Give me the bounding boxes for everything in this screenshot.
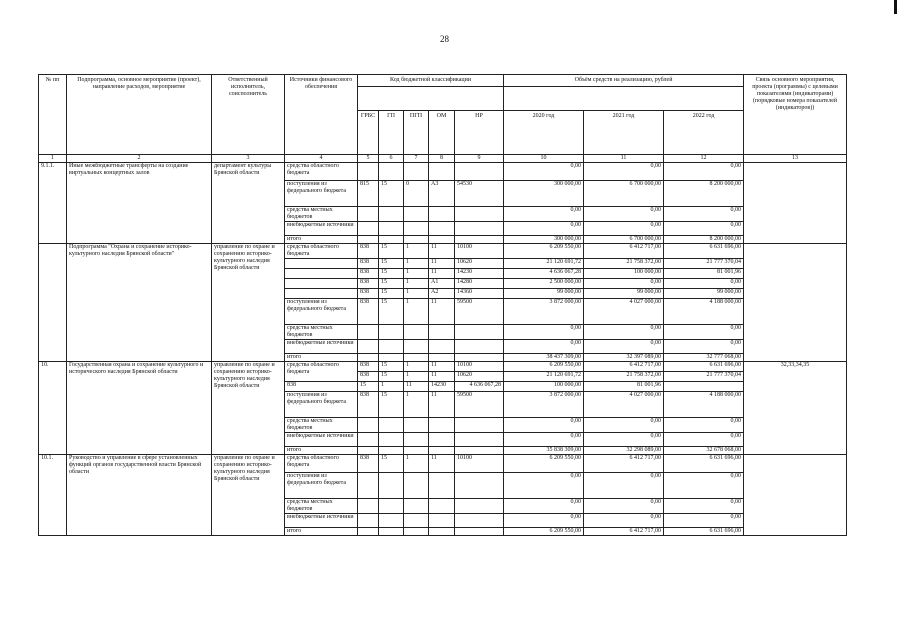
source-label: средства областного бюджета: [285, 362, 358, 382]
amount: 4 027 000,00: [584, 392, 664, 418]
amount: 100 000,00: [584, 269, 664, 279]
amount: 3 872 000,00: [504, 392, 584, 418]
amount: 6 631 696,00: [664, 528, 744, 536]
code-empty: [455, 499, 504, 514]
code-grbs: 838: [358, 299, 379, 325]
code-nr: 14280: [455, 279, 504, 289]
code-grbs: 838: [358, 392, 379, 418]
amount: 4 636 067,28: [504, 269, 584, 279]
code-empty: [379, 325, 404, 340]
code-empty: [404, 207, 429, 222]
code-empty: [379, 473, 404, 499]
amount: 21 120 691,72: [504, 372, 584, 382]
code-om: А1: [429, 279, 455, 289]
code-empty: [379, 418, 404, 433]
source-label: средства местных бюджетов: [285, 325, 358, 340]
code-empty: [358, 222, 379, 236]
source-label: поступления из федерального бюджета: [285, 299, 358, 325]
amount: 0,00: [664, 433, 744, 447]
source-label: поступления из федерального бюджета: [285, 181, 358, 207]
header-gp: ГП: [379, 111, 404, 155]
code-empty: [379, 340, 404, 354]
row-number: 10.1.: [39, 455, 67, 536]
amount: 0,00: [664, 207, 744, 222]
code-empty: [455, 418, 504, 433]
amount: 0,00: [504, 433, 584, 447]
code-empty: [429, 433, 455, 447]
amount: 0,00: [664, 418, 744, 433]
column-number: 6: [379, 155, 404, 163]
header-link: Связь основного мероприятия, проекта (программы) с целевыми показателями (индикаторами) (порядковые номера показателей (индикаторов)): [744, 75, 847, 155]
header-pgp: ПГП: [404, 111, 429, 155]
source-label: средства областного бюджета: [285, 244, 358, 259]
amount: 0,00: [504, 499, 584, 514]
code-empty: [455, 528, 504, 536]
code-pgp: 1: [404, 289, 429, 299]
code-pgp: 1: [404, 259, 429, 269]
code-nr: 59500: [455, 392, 504, 418]
amount: 35 838 309,00: [504, 447, 584, 455]
amount: 0,00: [584, 163, 664, 181]
header-grbs: ГРБС: [358, 111, 379, 155]
code-empty: [358, 340, 379, 354]
amount: 6 412 717,00: [584, 244, 664, 259]
code-empty: [455, 207, 504, 222]
amount: 6 700 000,00: [584, 181, 664, 207]
code-empty: [379, 528, 404, 536]
amount: 0,00: [584, 207, 664, 222]
code-om: А2: [429, 289, 455, 299]
amount: 4 027 000,00: [584, 299, 664, 325]
code-om: 11: [429, 362, 455, 372]
code-pgp: 1: [404, 279, 429, 289]
code-empty: [429, 418, 455, 433]
amount: 0,00: [504, 222, 584, 236]
source-label-cont: [285, 259, 358, 269]
code-pgp: 0: [404, 181, 429, 207]
executor: департамент культуры Брянской области: [212, 163, 285, 244]
total-label: итого: [285, 354, 358, 362]
amount: 0,00: [584, 499, 664, 514]
amount: 32 678 068,00: [664, 447, 744, 455]
code-empty: [404, 354, 429, 362]
code-gp: 15: [379, 279, 404, 289]
code-empty: [455, 222, 504, 236]
code-grbs: 815: [358, 181, 379, 207]
code-grbs: 838: [358, 269, 379, 279]
code-grbs: 838: [358, 279, 379, 289]
table-row: [39, 362, 847, 372]
amount: 0,00: [664, 279, 744, 289]
amount: 6 209 550,00: [504, 455, 584, 473]
code-empty: [404, 340, 429, 354]
column-number: 13: [744, 155, 847, 163]
code-pgp: 1: [404, 362, 429, 372]
code-empty: [379, 433, 404, 447]
amount: 0,00: [504, 207, 584, 222]
amount: 6 631 696,00: [664, 455, 744, 473]
amount: 8 200 000,00: [664, 236, 744, 244]
code-nr: 10100: [455, 244, 504, 259]
amount: 300 000,00: [504, 181, 584, 207]
header-om: ОМ: [429, 111, 455, 155]
source-label: средства местных бюджетов: [285, 207, 358, 222]
code-empty: [404, 433, 429, 447]
code-om: 11: [429, 259, 455, 269]
code-om: 11: [429, 392, 455, 418]
code-empty: [379, 447, 404, 455]
executor: управление по охране и сохранению историко-культурного наследия Брянской области: [212, 244, 285, 362]
amount: 0,00: [504, 514, 584, 528]
amount: 4 188 000,00: [664, 392, 744, 418]
code-pgp: 1: [404, 244, 429, 259]
amount: 6 209 550,00: [504, 528, 584, 536]
amount: 0,00: [584, 222, 664, 236]
code-grbs: 838: [285, 382, 358, 392]
header-y2020: 2020 год: [504, 111, 584, 155]
table-row: [39, 455, 847, 473]
code-om: 11: [429, 299, 455, 325]
source-label: поступления из федерального бюджета: [285, 392, 358, 418]
code-empty: [429, 340, 455, 354]
code-empty: [379, 499, 404, 514]
header-sources: Источники финансового обеспечения: [285, 75, 358, 155]
code-empty: [455, 236, 504, 244]
link-cell: [744, 163, 847, 244]
amount: 21 758 372,00: [584, 259, 664, 269]
code-empty: [404, 499, 429, 514]
table-row: [39, 163, 847, 181]
code-grbs: 838: [358, 259, 379, 269]
code-nr: 10100: [455, 455, 504, 473]
code-pgp: 1: [404, 299, 429, 325]
header-y2021: 2021 год: [584, 111, 664, 155]
amount: 0,00: [584, 325, 664, 340]
code-empty: [379, 163, 404, 181]
column-number: 9: [455, 155, 504, 163]
link-cell: [744, 244, 847, 362]
row-number: [39, 244, 67, 362]
code-pgp: 1: [404, 269, 429, 279]
code-gp: 15: [379, 289, 404, 299]
amount: 0,00: [664, 222, 744, 236]
code-empty: [379, 207, 404, 222]
amount: 32 298 089,00: [584, 447, 664, 455]
code-pgp: 1: [404, 392, 429, 418]
executor: управление по охране и сохранению историко-культурного наследия Брянской области: [212, 455, 285, 536]
code-empty: [404, 325, 429, 340]
amount: 0,00: [584, 418, 664, 433]
source-label: поступления из федерального бюджета: [285, 473, 358, 499]
code-empty: [429, 222, 455, 236]
code-nr: 14230: [455, 269, 504, 279]
code-gp: 15: [379, 181, 404, 207]
code-empty: [404, 418, 429, 433]
amount: 81 001,96: [584, 382, 664, 392]
header-volume: Объём средств на реализацию, рублей: [504, 75, 744, 87]
header-num: № пп: [39, 75, 67, 155]
table-row: [39, 244, 847, 259]
code-empty: [429, 528, 455, 536]
header-program: Подпрограмма, основное мероприятие (проект), направление расходов, мероприятие: [67, 75, 212, 155]
code-empty: [455, 473, 504, 499]
source-label: внебюджетные источники: [285, 222, 358, 236]
amount: 0,00: [664, 499, 744, 514]
code-empty: [358, 163, 379, 181]
source-label: внебюджетные источники: [285, 433, 358, 447]
source-label: средства областного бюджета: [285, 163, 358, 181]
code-grbs: 838: [358, 362, 379, 372]
amount: 6 631 696,00: [664, 244, 744, 259]
code-empty: [429, 207, 455, 222]
code-nr: 10620: [455, 259, 504, 269]
amount: 100 000,00: [504, 382, 584, 392]
amount: 6 631 696,00: [664, 362, 744, 372]
amount: 0,00: [664, 325, 744, 340]
amount: 0,00: [664, 340, 744, 354]
code-nr: 59500: [455, 299, 504, 325]
amount: 0,00: [504, 163, 584, 181]
amount: 99 000,00: [584, 289, 664, 299]
code-empty: [429, 514, 455, 528]
amount: 81 001,96: [664, 269, 744, 279]
table-row: [39, 155, 847, 163]
code-empty: [404, 222, 429, 236]
code-grbs: 838: [358, 455, 379, 473]
amount: 0,00: [664, 163, 744, 181]
amount: 6 412 717,00: [584, 528, 664, 536]
column-number: 1: [39, 155, 67, 163]
code-nr: 54530: [455, 181, 504, 207]
source-label: средства местных бюджетов: [285, 418, 358, 433]
source-label: внебюджетные источники: [285, 340, 358, 354]
code-om: 11: [404, 382, 429, 392]
program-name: Подпрограмма "Охрана и сохранение историко-культурного наследия Брянской области": [67, 244, 212, 362]
code-empty: [358, 473, 379, 499]
amount: 4 188 000,00: [664, 299, 744, 325]
program-name: Иные межбюджетные трансферты на создание виртуальных концертных залов: [67, 163, 212, 244]
amount: 6 209 550,00: [504, 362, 584, 372]
amount: 0,00: [584, 514, 664, 528]
code-empty: [379, 354, 404, 362]
code-gp: 15: [379, 362, 404, 372]
amount: 21 777 370,04: [664, 259, 744, 269]
amount: 6 700 000,00: [584, 236, 664, 244]
amount: 6 412 717,00: [584, 455, 664, 473]
code-pgp: 1: [379, 382, 404, 392]
page-number: 28: [440, 34, 449, 44]
total-label: итого: [285, 447, 358, 455]
code-om: 11: [429, 455, 455, 473]
code-empty: [358, 528, 379, 536]
source-label: средства областного бюджета: [285, 455, 358, 473]
code-empty: [455, 163, 504, 181]
budget-table: [38, 74, 847, 536]
code-empty: [358, 325, 379, 340]
table-row: [39, 75, 847, 87]
code-empty: [429, 447, 455, 455]
code-gp: 15: [379, 269, 404, 279]
code-om: А3: [429, 181, 455, 207]
code-nr: 14360: [455, 289, 504, 299]
code-empty: [429, 354, 455, 362]
column-number: 8: [429, 155, 455, 163]
header-executor: Ответственный исполнитель, соисполнитель: [212, 75, 285, 155]
code-gp: 15: [379, 299, 404, 325]
column-number: 10: [504, 155, 584, 163]
amount: 99 000,00: [504, 289, 584, 299]
code-om: 11: [429, 244, 455, 259]
code-empty: [404, 447, 429, 455]
header-nr: НР: [455, 111, 504, 155]
total-label: итого: [285, 236, 358, 244]
code-gp: 15: [379, 392, 404, 418]
amount: 0,00: [664, 514, 744, 528]
code-empty: [455, 340, 504, 354]
header-y2022: 2022 год: [664, 111, 744, 155]
code-empty: [404, 528, 429, 536]
column-number: 7: [404, 155, 429, 163]
amount: 32 777 068,00: [664, 354, 744, 362]
column-number: 11: [584, 155, 664, 163]
code-empty: [358, 433, 379, 447]
source-label-cont: [285, 289, 358, 299]
code-grbs: 838: [358, 289, 379, 299]
row-number: 9.1.1.: [39, 163, 67, 244]
page-edge-mark: [894, 0, 897, 14]
amount: 3 872 000,00: [504, 299, 584, 325]
program-name: Государственная охрана и сохранение культурного и исторического наследия Брянской области: [67, 362, 212, 455]
executor: управление по охране и сохранению историко-культурного наследия Брянской области: [212, 362, 285, 455]
code-empty: [404, 236, 429, 244]
code-grbs: 838: [358, 244, 379, 259]
code-empty: [404, 514, 429, 528]
code-empty: [358, 499, 379, 514]
header-kbk: Код бюджетной классификации: [358, 75, 504, 87]
row-number: 10.: [39, 362, 67, 455]
source-label: внебюджетные источники: [285, 514, 358, 528]
total-label: итого: [285, 528, 358, 536]
code-nr: 10620: [455, 372, 504, 382]
link-cell: [744, 455, 847, 536]
code-empty: [404, 163, 429, 181]
code-empty: [429, 473, 455, 499]
code-empty: [455, 514, 504, 528]
source-label: средства местных бюджетов: [285, 499, 358, 514]
amount: 6 412 717,00: [584, 362, 664, 372]
amount: 0,00: [504, 340, 584, 354]
code-gp: 15: [379, 372, 404, 382]
code-om: 11: [429, 372, 455, 382]
amount: 21 758 372,00: [584, 372, 664, 382]
amount: 0,00: [584, 279, 664, 289]
amount: 0,00: [504, 473, 584, 499]
amount: 0,00: [584, 473, 664, 499]
code-empty: [404, 473, 429, 499]
code-pgp: 1: [404, 455, 429, 473]
column-number: 4: [285, 155, 358, 163]
code-gp: 15: [358, 382, 379, 392]
code-pgp: 1: [404, 372, 429, 382]
code-empty: [379, 236, 404, 244]
source-label-cont: [285, 279, 358, 289]
link-cell: 32,33,34,35: [744, 362, 847, 455]
column-number: 2: [67, 155, 212, 163]
code-nr: 10100: [455, 362, 504, 372]
amount: 32 397 089,00: [584, 354, 664, 362]
code-empty: [379, 222, 404, 236]
code-empty: [379, 514, 404, 528]
code-grbs: 838: [358, 372, 379, 382]
code-empty: [455, 325, 504, 340]
code-gp: 15: [379, 244, 404, 259]
code-empty: [455, 354, 504, 362]
amount: 99 000,00: [664, 289, 744, 299]
amount: 0,00: [584, 433, 664, 447]
amount: 0,00: [584, 340, 664, 354]
code-empty: [358, 514, 379, 528]
amount: 0,00: [504, 418, 584, 433]
code-empty: [455, 447, 504, 455]
code-empty: [358, 354, 379, 362]
code-empty: [429, 325, 455, 340]
amount: 0,00: [504, 325, 584, 340]
code-empty: [358, 447, 379, 455]
amount: 21 777 370,04: [664, 372, 744, 382]
code-om: 11: [429, 269, 455, 279]
code-empty: [358, 236, 379, 244]
code-empty: [429, 236, 455, 244]
amount: 300 000,00: [504, 236, 584, 244]
code-gp: 15: [379, 455, 404, 473]
code-empty: [429, 163, 455, 181]
code-empty: [429, 499, 455, 514]
column-number: 12: [664, 155, 744, 163]
header-kbk-gap: [358, 87, 504, 111]
column-number: 3: [212, 155, 285, 163]
amount: 21 120 691,72: [504, 259, 584, 269]
amount: 6 209 550,00: [504, 244, 584, 259]
amount: 38 437 309,00: [504, 354, 584, 362]
source-label-cont: [285, 269, 358, 279]
header-volume-gap: [504, 87, 744, 111]
amount: 0,00: [664, 473, 744, 499]
code-nr: 14230: [429, 382, 455, 392]
amount: 4 636 067,28: [455, 382, 504, 392]
code-empty: [455, 433, 504, 447]
program-name: Руководство и управление в сфере установленных функций органов государственной власти Брянской области: [67, 455, 212, 536]
code-gp: 15: [379, 259, 404, 269]
code-empty: [358, 207, 379, 222]
amount: 2 500 000,00: [504, 279, 584, 289]
code-empty: [358, 418, 379, 433]
column-number: 5: [358, 155, 379, 163]
amount: 8 200 000,00: [664, 181, 744, 207]
